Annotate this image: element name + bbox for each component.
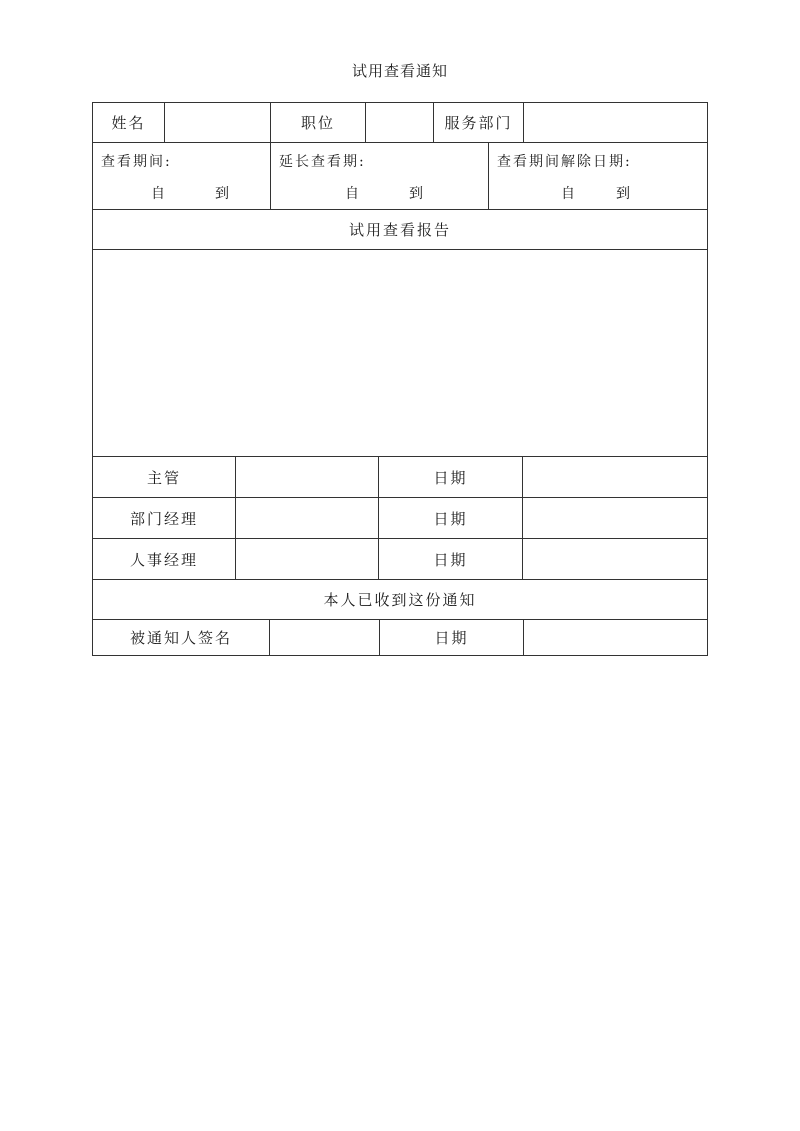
name-field[interactable]	[165, 103, 271, 142]
approval-date-field[interactable]	[523, 498, 707, 538]
signature-field[interactable]	[270, 620, 380, 655]
extended-period-cell[interactable]	[271, 143, 489, 209]
approval-date-field[interactable]	[523, 457, 707, 497]
review-period-label: 查看期间:	[101, 154, 172, 170]
approval-date-label: 日期	[379, 457, 523, 497]
extended-period-from-label: 自	[345, 186, 361, 202]
approval-role-label: 部门经理	[93, 498, 236, 538]
acknowledgement-text: 本人已收到这份通知	[323, 591, 477, 609]
basic-info-row	[93, 103, 707, 143]
release-date-from-label: 自	[561, 186, 577, 202]
release-date-to-label: 到	[616, 186, 632, 202]
report-header-row	[93, 210, 707, 250]
position-label: 职位	[271, 103, 366, 142]
release-date-label: 查看期间解除日期:	[497, 154, 632, 170]
approval-row	[93, 539, 707, 580]
report-header: 试用查看报告	[348, 221, 451, 239]
review-period-to-label: 到	[215, 186, 231, 202]
position-field[interactable]	[366, 103, 434, 142]
approval-date-label: 日期	[379, 539, 523, 579]
signature-label: 被通知人签名	[93, 620, 270, 655]
approval-role-label: 主管	[93, 457, 236, 497]
signature-date-label: 日期	[380, 620, 524, 655]
approval-signature-field[interactable]	[236, 539, 379, 579]
approval-signature-field[interactable]	[236, 457, 379, 497]
name-label: 姓名	[93, 103, 165, 142]
probation-review-form	[92, 102, 708, 656]
approval-date-label: 日期	[379, 498, 523, 538]
approval-row	[93, 498, 707, 539]
acknowledgement-row	[93, 580, 707, 620]
approval-date-field[interactable]	[523, 539, 707, 579]
review-period-cell[interactable]	[93, 143, 271, 209]
extended-period-label: 延长查看期:	[279, 154, 366, 170]
approval-signature-field[interactable]	[236, 498, 379, 538]
department-field[interactable]	[524, 103, 707, 142]
report-body-area[interactable]	[93, 250, 707, 457]
period-row	[93, 143, 707, 210]
signature-date-field[interactable]	[524, 620, 707, 655]
signature-row	[93, 620, 707, 655]
extended-period-to-label: 到	[409, 186, 425, 202]
approval-role-label: 人事经理	[93, 539, 236, 579]
document-title: 试用查看通知	[351, 62, 448, 80]
review-period-from-label: 自	[151, 186, 167, 202]
approval-row	[93, 457, 707, 498]
department-label: 服务部门	[434, 103, 524, 142]
release-date-cell[interactable]	[489, 143, 707, 209]
